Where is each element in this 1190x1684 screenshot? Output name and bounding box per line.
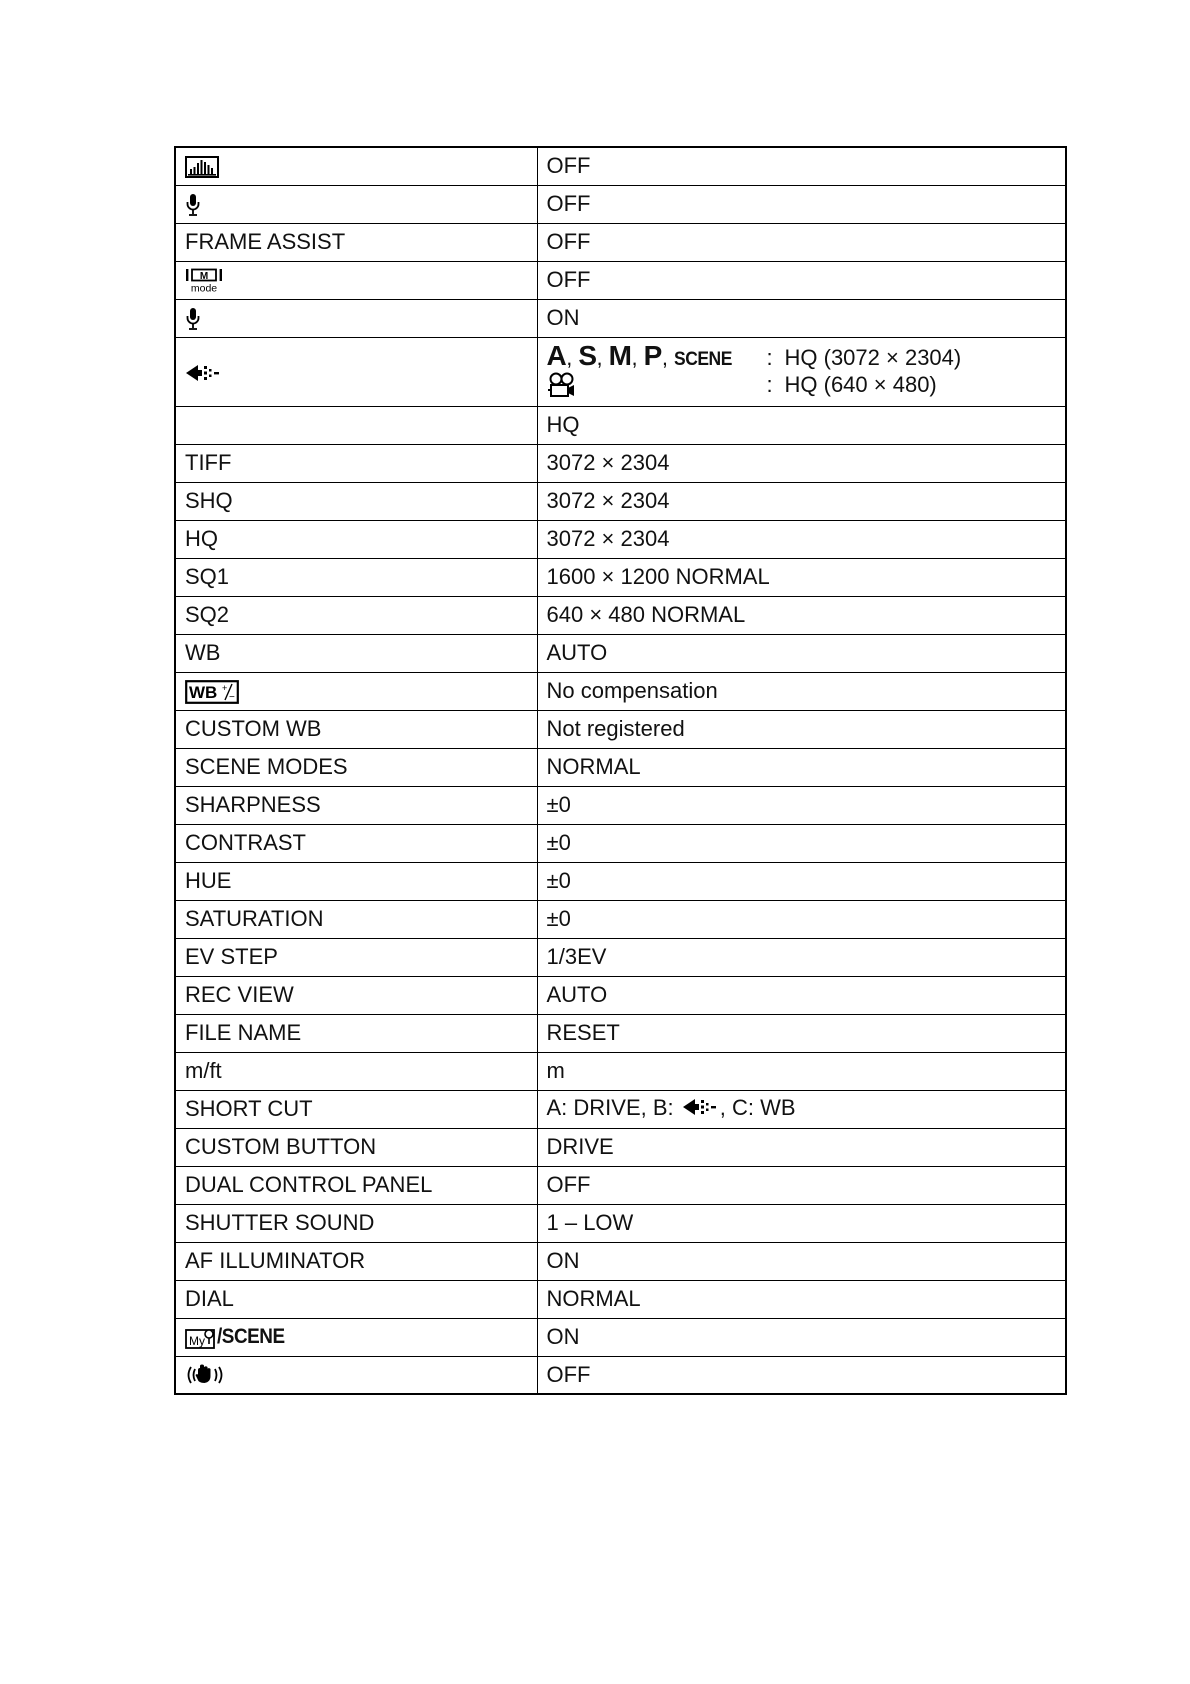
setting-name-cell xyxy=(175,1166,537,1204)
setting-value-cell xyxy=(537,185,1066,223)
setting-name-cell xyxy=(175,1318,537,1356)
setting-value: OFF xyxy=(546,229,591,254)
table-row xyxy=(175,634,1066,672)
histogram-icon xyxy=(185,156,219,178)
setting-value: 3072 × 2304 xyxy=(546,526,670,551)
setting-name-cell xyxy=(175,223,537,261)
setting-value-cell xyxy=(537,261,1066,299)
setting-value: m xyxy=(546,1058,565,1083)
setting-name-cell xyxy=(175,406,537,444)
table-row xyxy=(175,710,1066,748)
setting-value-cell xyxy=(537,1242,1066,1280)
setting-value: ±0 xyxy=(546,906,571,931)
image-stabilizer-icon xyxy=(185,1363,225,1387)
svg-text:M: M xyxy=(199,271,209,283)
setting-value-cell xyxy=(537,406,1066,444)
setting-value-cell xyxy=(537,147,1066,185)
setting-name-cell xyxy=(175,1242,537,1280)
table-row xyxy=(175,748,1066,786)
setting-name-cell xyxy=(175,1356,537,1394)
setting-value: 1600 × 1200 NORMAL xyxy=(546,564,770,589)
table-row xyxy=(175,147,1066,185)
table-row xyxy=(175,862,1066,900)
setting-label: SHQ xyxy=(185,488,233,513)
table-row xyxy=(175,1166,1066,1204)
setting-value: OFF xyxy=(546,191,591,216)
table-row xyxy=(175,223,1066,261)
svg-text:WB: WB xyxy=(189,682,218,702)
table-row xyxy=(175,1052,1066,1090)
setting-name-cell xyxy=(175,1090,537,1128)
setting-value: RESET xyxy=(546,1020,620,1045)
svg-text:mode: mode xyxy=(190,282,218,294)
shooting-mode-letter: S xyxy=(578,340,597,371)
setting-value: ±0 xyxy=(546,868,571,893)
setting-value: ±0 xyxy=(546,792,571,817)
setting-value: NORMAL xyxy=(546,1286,641,1311)
setting-value: 3072 × 2304 xyxy=(546,450,670,475)
setting-label: SQ1 xyxy=(185,564,230,589)
setting-value: OFF xyxy=(546,267,591,292)
setting-value: 3072 × 2304 xyxy=(546,488,670,513)
m-mode-icon xyxy=(185,267,223,293)
setting-value-cell xyxy=(537,596,1066,634)
settings-table-body xyxy=(175,147,1066,1394)
setting-name-cell xyxy=(175,1014,537,1052)
setting-value: 640 × 480 NORMAL xyxy=(546,602,746,627)
setting-value-cell xyxy=(537,1090,1066,1128)
setting-label-suffix: /SCENE xyxy=(217,1325,285,1349)
setting-value: ON xyxy=(546,305,580,330)
setting-label: DIAL xyxy=(185,1286,234,1311)
setting-name-cell xyxy=(175,147,537,185)
setting-value-cell xyxy=(537,748,1066,786)
setting-value-cell xyxy=(537,299,1066,337)
setting-name-cell xyxy=(175,710,537,748)
setting-label: CUSTOM BUTTON xyxy=(185,1134,377,1159)
setting-value-cell xyxy=(537,976,1066,1014)
setting-value-cell xyxy=(537,938,1066,976)
record-mode-icon xyxy=(185,362,221,384)
setting-name-cell xyxy=(175,596,537,634)
setting-value-cell xyxy=(537,520,1066,558)
table-row xyxy=(175,1014,1066,1052)
setting-value-cell xyxy=(537,710,1066,748)
setting-value: ±0 xyxy=(546,830,571,855)
shortcut-text: , C: WB xyxy=(719,1094,796,1120)
svg-text:−: − xyxy=(229,691,235,703)
table-row xyxy=(175,1204,1066,1242)
microphone-icon xyxy=(185,307,201,331)
setting-value-cell xyxy=(537,223,1066,261)
setting-value: No compensation xyxy=(546,678,718,703)
scene-mode-label: SCENE xyxy=(673,349,732,370)
setting-value-cell xyxy=(537,1166,1066,1204)
still-quality-value: HQ (3072 × 2304) xyxy=(784,345,962,370)
setting-label: TIFF xyxy=(185,450,232,475)
setting-name-cell xyxy=(175,900,537,938)
table-row xyxy=(175,672,1066,710)
setting-value-cell xyxy=(537,634,1066,672)
setting-value: 1 – LOW xyxy=(546,1210,634,1235)
my-mode-icon xyxy=(185,1326,217,1350)
table-row xyxy=(175,938,1066,976)
setting-label: SHORT CUT xyxy=(185,1096,313,1121)
record-mode-icon xyxy=(682,1096,718,1123)
setting-name-cell xyxy=(175,558,537,596)
table-row xyxy=(175,558,1066,596)
setting-label: DUAL CONTROL PANEL xyxy=(185,1172,433,1197)
setting-value: NORMAL xyxy=(546,754,641,779)
microphone-icon xyxy=(185,193,201,217)
setting-name-cell xyxy=(175,1280,537,1318)
setting-value-cell xyxy=(537,337,1066,406)
setting-label: HQ xyxy=(185,526,218,551)
table-row xyxy=(175,444,1066,482)
setting-name-cell xyxy=(175,976,537,1014)
setting-name-cell xyxy=(175,748,537,786)
setting-value-cell xyxy=(537,862,1066,900)
setting-value: OFF xyxy=(546,153,591,179)
setting-value-cell xyxy=(537,558,1066,596)
setting-name-cell xyxy=(175,1204,537,1242)
setting-value-cell xyxy=(537,1204,1066,1242)
setting-name-cell xyxy=(175,261,537,299)
setting-name-cell xyxy=(175,1128,537,1166)
table-row xyxy=(175,337,1066,406)
shortcut-text: A: DRIVE, B: xyxy=(546,1094,680,1120)
setting-name-cell xyxy=(175,185,537,223)
shooting-mode-letter: A xyxy=(546,340,567,371)
setting-value-cell xyxy=(537,482,1066,520)
setting-label: SQ2 xyxy=(185,602,230,627)
setting-label: SCENE MODES xyxy=(185,754,348,779)
setting-name-cell xyxy=(175,672,537,710)
setting-name-cell xyxy=(175,299,537,337)
setting-label: SHUTTER SOUND xyxy=(185,1210,375,1235)
setting-name-cell xyxy=(175,337,537,406)
setting-value-cell xyxy=(537,1052,1066,1090)
setting-label: CUSTOM WB xyxy=(185,716,322,741)
table-row xyxy=(175,900,1066,938)
table-row xyxy=(175,1242,1066,1280)
table-row xyxy=(175,299,1066,337)
setting-value-cell xyxy=(537,1318,1066,1356)
setting-value-cell xyxy=(537,786,1066,824)
setting-name-cell xyxy=(175,938,537,976)
movie-quality-value: HQ (640 × 480) xyxy=(784,372,937,397)
table-row xyxy=(175,1090,1066,1128)
setting-value: AUTO xyxy=(546,982,608,1007)
setting-value: OFF xyxy=(546,1172,591,1197)
setting-label: EV STEP xyxy=(185,944,278,969)
setting-value-cell xyxy=(537,824,1066,862)
table-row xyxy=(175,1128,1066,1166)
setting-name-cell xyxy=(175,1052,537,1090)
shooting-mode-letter: P xyxy=(643,340,662,371)
setting-label: REC VIEW xyxy=(185,982,294,1007)
svg-text:My: My xyxy=(189,1333,205,1348)
setting-name-cell xyxy=(175,862,537,900)
setting-value: ON xyxy=(546,1324,580,1349)
setting-label: SATURATION xyxy=(185,906,324,931)
movie-mode-line: : HQ (640 × 480) xyxy=(547,372,1057,399)
table-row xyxy=(175,1318,1066,1356)
table-row xyxy=(175,261,1066,299)
setting-name-cell xyxy=(175,444,537,482)
setting-name-cell xyxy=(175,824,537,862)
setting-label: HUE xyxy=(185,868,232,893)
setting-value-cell xyxy=(537,672,1066,710)
setting-value: ON xyxy=(546,1248,580,1273)
setting-value: OFF xyxy=(546,1361,591,1387)
setting-name-cell xyxy=(175,520,537,558)
setting-label: CONTRAST xyxy=(185,830,306,855)
setting-label: FILE NAME xyxy=(185,1020,302,1045)
table-row xyxy=(175,976,1066,1014)
shooting-mode-letter: M xyxy=(608,340,632,371)
svg-text:+: + xyxy=(222,682,228,693)
setting-value: DRIVE xyxy=(546,1134,614,1159)
setting-label: SHARPNESS xyxy=(185,792,321,817)
settings-table xyxy=(174,146,1067,1395)
setting-name-cell xyxy=(175,634,537,672)
table-row xyxy=(175,482,1066,520)
still-mode-line: A , S , M , P , SCENE : HQ (3072 × 2304) xyxy=(546,340,962,371)
setting-value-cell xyxy=(537,1356,1066,1394)
wb-compensation-icon xyxy=(185,680,239,704)
movie-camera-icon xyxy=(547,372,577,398)
table-row xyxy=(175,185,1066,223)
setting-value-cell xyxy=(537,1014,1066,1052)
setting-label: m/ft xyxy=(185,1058,222,1083)
setting-value: Not registered xyxy=(546,716,685,741)
table-row xyxy=(175,824,1066,862)
table-row xyxy=(175,596,1066,634)
setting-value: HQ xyxy=(546,412,580,437)
setting-value-cell xyxy=(537,900,1066,938)
setting-label: FRAME ASSIST xyxy=(185,229,346,254)
setting-value: 1/3EV xyxy=(546,944,607,969)
table-row xyxy=(175,1356,1066,1394)
table-row xyxy=(175,520,1066,558)
setting-label: WB xyxy=(185,640,221,665)
setting-value-cell xyxy=(537,444,1066,482)
table-row xyxy=(175,406,1066,444)
setting-label: AF ILLUMINATOR xyxy=(185,1248,366,1273)
setting-value-cell xyxy=(537,1128,1066,1166)
setting-value: AUTO xyxy=(546,640,608,665)
table-row xyxy=(175,1280,1066,1318)
setting-name-cell xyxy=(175,482,537,520)
table-row xyxy=(175,786,1066,824)
setting-value-cell xyxy=(537,1280,1066,1318)
setting-name-cell xyxy=(175,786,537,824)
